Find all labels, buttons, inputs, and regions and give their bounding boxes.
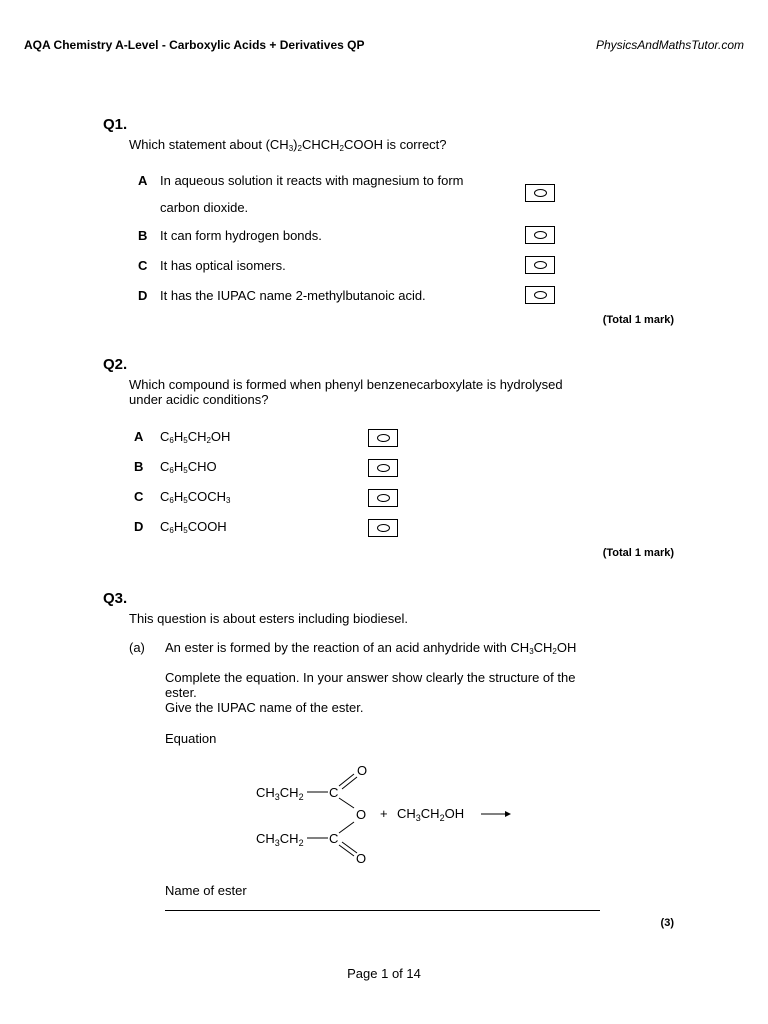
q2-option-d-letter: D <box>134 519 144 534</box>
ethanol-reagent: $CH_3CH_2OH$ <box>397 806 465 823</box>
q2-total-marks: (Total 1 mark) <box>602 547 674 559</box>
q1-option-d-answer-box[interactable] <box>525 286 555 304</box>
q3-equation-label: Equation <box>165 731 217 746</box>
q1-option-d-text: It has the IUPAC name 2-methylbutanoic acid. <box>160 288 426 303</box>
q2-option-a-formula: $C_6H_5CH_2OH$ <box>160 429 231 445</box>
q1-option-d-letter: D <box>138 288 148 303</box>
answer-oval-icon <box>534 261 547 269</box>
q1-option-a-text-line2: carbon dioxide. <box>160 200 249 215</box>
answer-oval-icon <box>534 291 547 299</box>
q1-option-b-letter: B <box>138 228 148 243</box>
q3-intro: This question is about esters including biodiesel. <box>129 611 408 626</box>
double-bond-line <box>342 842 357 853</box>
q2-option-b-letter: B <box>134 459 144 474</box>
bond-line <box>339 822 354 833</box>
q2-option-c-formula: $C_6H_5COCH_3$ <box>160 489 231 505</box>
answer-oval-icon <box>377 434 390 442</box>
plus-sign: + <box>380 806 388 821</box>
arrow-head-icon <box>505 811 511 817</box>
double-bond-line <box>342 777 357 789</box>
bottom-carbonyl-oxygen: O <box>356 851 367 866</box>
answer-oval-icon <box>377 464 390 472</box>
q1-stem: Which statement about $(CH_3)_2CHCH_2COOH$ is correct? <box>129 137 447 153</box>
answer-oval-icon <box>534 231 547 239</box>
page-footer: Page 1 of 14 <box>347 966 421 981</box>
bottom-carbon: C <box>329 831 339 846</box>
answer-oval-icon <box>377 494 390 502</box>
q3-part-label: (a) <box>129 640 145 655</box>
q1-number: Q1. <box>103 116 128 133</box>
q2-stem-line2: under acidic conditions? <box>129 392 269 407</box>
header-site: PhysicsAndMathsTutor.com <box>595 38 744 52</box>
q1-option-a-letter: A <box>138 173 148 188</box>
q3-instruction-line3: Give the IUPAC name of the ester. <box>165 700 364 715</box>
q2-option-b-formula: $C_6H_5CHO$ <box>160 459 217 475</box>
q3-part-a-marks: (3) <box>660 917 674 929</box>
ester-name-answer-line[interactable] <box>165 910 600 911</box>
answer-oval-icon <box>377 524 390 532</box>
q2-number: Q2. <box>103 356 128 373</box>
q2-option-c-answer-box[interactable] <box>368 489 398 507</box>
q1-option-c-answer-box[interactable] <box>525 256 555 274</box>
header-title: AQA Chemistry A-Level - Carboxylic Acids + Derivatives QP <box>24 38 365 52</box>
q1-option-c-letter: C <box>138 258 148 273</box>
q1-total-marks: (Total 1 mark) <box>602 314 674 326</box>
top-carbonyl-oxygen: O <box>357 763 368 778</box>
bridging-oxygen: O <box>356 807 367 822</box>
q3-instruction-line1: Complete the equation. In your answer show clearly the structure of the <box>165 670 576 685</box>
q3-part-a-text: An ester is formed by the reaction of an acid anhydride with $CH_3CH_2OH$ <box>165 640 577 656</box>
q2-option-b-answer-box[interactable] <box>368 459 398 477</box>
q1-option-b-text: It can form hydrogen bonds. <box>160 228 322 243</box>
q1-option-b-answer-box[interactable] <box>525 226 555 244</box>
answer-oval-icon <box>534 189 547 197</box>
q2-stem-line1: Which compound is formed when phenyl benzenecarboxylate is hydrolysed <box>129 377 563 392</box>
q3-name-label: Name of ester <box>165 883 247 898</box>
double-bond-line <box>339 774 354 786</box>
top-ethyl-group: $CH_3CH_2$ <box>256 785 304 802</box>
q3-instruction-line2: ester. <box>165 685 197 700</box>
q2-option-a-letter: A <box>134 429 144 444</box>
q2-option-d-formula: $C_6H_5COOH$ <box>160 519 227 535</box>
double-bond-line <box>339 845 354 856</box>
q2-option-d-answer-box[interactable] <box>368 519 398 537</box>
q3-number: Q3. <box>103 590 128 607</box>
q1-option-a-answer-box[interactable] <box>525 184 555 202</box>
q1-option-a-text: In aqueous solution it reacts with magnesium to form <box>160 173 464 188</box>
q2-option-c-letter: C <box>134 489 144 504</box>
anhydride-equation-diagram <box>240 755 540 875</box>
q1-option-c-text: It has optical isomers. <box>160 258 286 273</box>
top-carbon: C <box>329 785 339 800</box>
bond-line <box>339 798 354 808</box>
bottom-ethyl-group: $CH_3CH_2$ <box>256 831 304 848</box>
q2-option-a-answer-box[interactable] <box>368 429 398 447</box>
